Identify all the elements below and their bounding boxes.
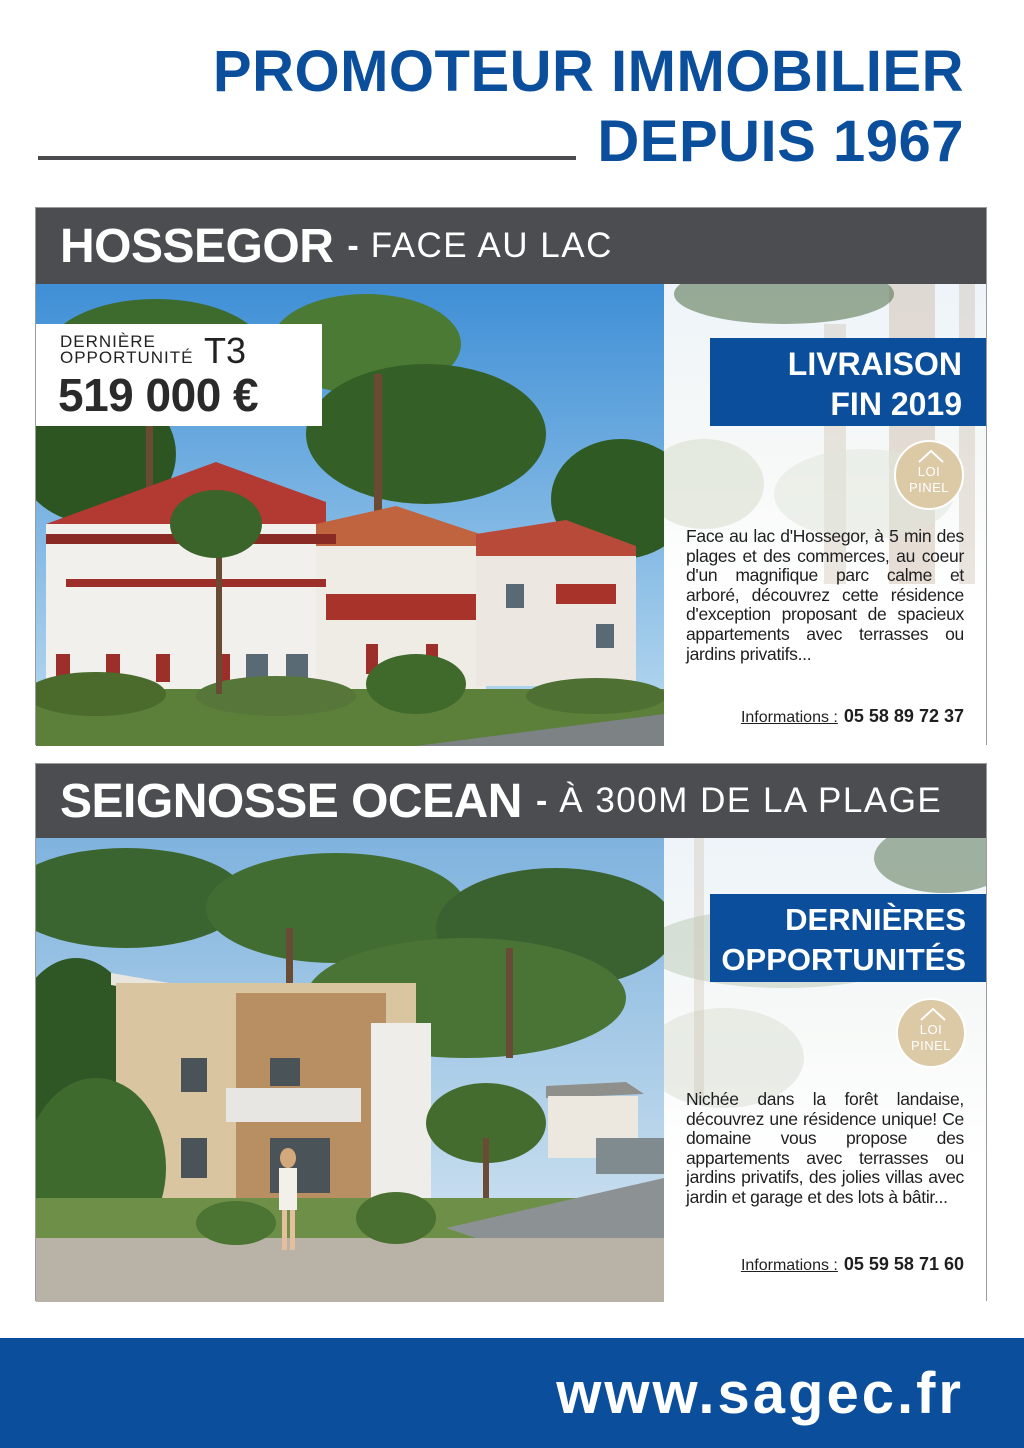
listing-title-band: [36, 764, 986, 838]
price-label-line-2: OPPORTUNITÉ: [60, 348, 194, 367]
opportunities-badge: [710, 894, 986, 982]
listing-description: Face au lac d'Hossegor, à 5 min des plages et des commerces, au coeur d'un magnifique parc calme et arboré, découvrez cette résidence d'exception proposant de spacieux appartements avec terrasses ou jardins privatifs...: [686, 526, 964, 664]
pinel-line-2: PINEL: [910, 1038, 952, 1053]
listing-tagline: À 300M DE LA PLAGE: [559, 781, 943, 820]
loi-pinel-badge: [896, 998, 966, 1068]
house-roof-icon: [917, 448, 945, 464]
price-label-line-1: DERNIÈRE: [60, 332, 156, 351]
header-rule: [38, 156, 576, 160]
listing-info-panel: [664, 838, 986, 1302]
headline-line-1: PROMOTEUR IMMOBILIER: [212, 39, 964, 104]
residence-photo: [36, 838, 664, 1302]
phone-number[interactable]: 05 59 58 71 60: [843, 1254, 964, 1274]
loi-pinel-badge: [894, 440, 964, 510]
apartment-type: T3: [204, 330, 247, 371]
price-box: [36, 324, 322, 426]
footer-band: [0, 1338, 1024, 1448]
delivery-badge-line-1: LIVRAISON: [787, 346, 962, 382]
listing-title-band: [36, 208, 986, 284]
phone-number[interactable]: 05 58 89 72 37: [843, 706, 964, 726]
listing-city: SEIGNOSSE OCEAN: [60, 774, 522, 828]
pinel-line-1: LOI: [917, 464, 941, 479]
headline-line-2: DEPUIS 1967: [597, 109, 964, 174]
listing-tagline: FACE AU LAC: [370, 226, 613, 265]
price-label: [60, 334, 193, 366]
opportunities-badge-line-2: OPPORTUNITÉS: [721, 942, 966, 977]
page-headline: [213, 40, 964, 174]
listing-card-seignosse: [35, 763, 987, 1301]
delivery-badge-line-2: FIN 2019: [830, 386, 962, 422]
listing-info-panel: [664, 284, 986, 746]
contact-info: [741, 706, 964, 727]
delivery-badge: [710, 338, 986, 426]
contact-info: [741, 1254, 964, 1275]
listing-card-hossegor: [35, 207, 987, 745]
pinel-line-2: PINEL: [908, 480, 950, 495]
price-value: 519 000 €: [58, 369, 259, 421]
info-label: Informations :: [740, 1257, 838, 1274]
website-link[interactable]: www.sagec.fr: [556, 1361, 964, 1426]
opportunities-badge-line-1: DERNIÈRES: [785, 902, 966, 937]
info-label: Informations :: [740, 709, 838, 726]
pinel-line-1: LOI: [919, 1022, 943, 1037]
house-roof-icon: [919, 1006, 947, 1022]
residence-illustration: [36, 838, 664, 1302]
title-separator: -: [535, 781, 548, 820]
listing-description: Nichée dans la forêt landaise, découvrez une résidence unique! Ce domaine vous propose des appartements avec terrasses ou jardins privatifs, des jolies villas avec jardin et garage et des lots à bâtir...: [686, 1089, 964, 1207]
title-separator: -: [347, 226, 359, 265]
listing-city: HOSSEGOR: [60, 219, 334, 273]
